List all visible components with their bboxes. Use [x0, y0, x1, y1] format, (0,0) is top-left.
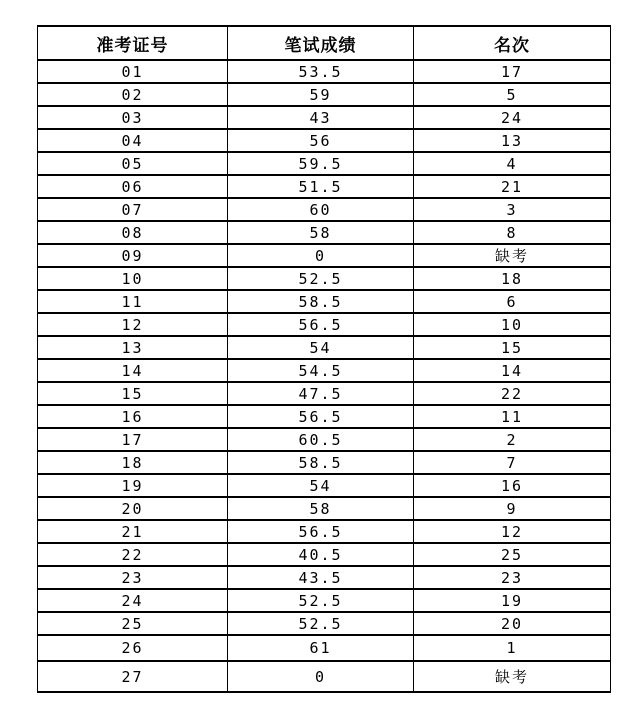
ticket-number-cell: 18 [38, 451, 228, 474]
written-score-cell: 58 [228, 221, 414, 244]
table-body [38, 60, 611, 692]
written-score-cell: 54 [228, 474, 414, 497]
ticket-number-cell: 27 [38, 661, 228, 692]
header-row [38, 26, 611, 60]
written-score-cell: 43.5 [228, 566, 414, 589]
column-header-rank: 名次 [414, 26, 611, 60]
table-row [38, 152, 611, 175]
ticket-number-cell: 02 [38, 83, 228, 106]
table-row [38, 428, 611, 451]
table-row [38, 405, 611, 428]
written-score-cell: 54.5 [228, 359, 414, 382]
written-score-cell: 56.5 [228, 313, 414, 336]
written-score-cell: 58.5 [228, 290, 414, 313]
written-score-cell: 52.5 [228, 589, 414, 612]
rank-cell: 缺考 [414, 661, 611, 692]
ticket-number-cell: 09 [38, 244, 228, 267]
table-row [38, 635, 611, 661]
ticket-number-cell: 21 [38, 520, 228, 543]
ticket-number-cell: 26 [38, 635, 228, 661]
table-row [38, 290, 611, 313]
rank-cell: 12 [414, 520, 611, 543]
written-score-cell: 60.5 [228, 428, 414, 451]
rank-cell: 缺考 [414, 244, 611, 267]
rank-cell: 1 [414, 635, 611, 661]
table-row [38, 543, 611, 566]
written-score-cell: 59 [228, 83, 414, 106]
ticket-number-cell: 19 [38, 474, 228, 497]
table-row [38, 359, 611, 382]
written-score-cell: 43 [228, 106, 414, 129]
rank-cell: 11 [414, 405, 611, 428]
rank-cell: 20 [414, 612, 611, 635]
rank-cell: 6 [414, 290, 611, 313]
table-row [38, 175, 611, 198]
rank-cell: 21 [414, 175, 611, 198]
table-row [38, 520, 611, 543]
ticket-number-cell: 14 [38, 359, 228, 382]
table-row [38, 336, 611, 359]
written-score-cell: 60 [228, 198, 414, 221]
rank-cell: 24 [414, 106, 611, 129]
ticket-number-cell: 10 [38, 267, 228, 290]
rank-cell: 13 [414, 129, 611, 152]
ticket-number-cell: 20 [38, 497, 228, 520]
ticket-number-cell: 06 [38, 175, 228, 198]
rank-cell: 17 [414, 60, 611, 83]
ticket-number-cell: 15 [38, 382, 228, 405]
rank-cell: 19 [414, 589, 611, 612]
rank-cell: 2 [414, 428, 611, 451]
exam-score-table [37, 25, 611, 693]
written-score-cell: 58.5 [228, 451, 414, 474]
column-header-ticket-number: 准考证号 [38, 26, 228, 60]
table-row [38, 589, 611, 612]
written-score-cell: 0 [228, 244, 414, 267]
written-score-cell: 52.5 [228, 267, 414, 290]
written-score-cell: 56 [228, 129, 414, 152]
rank-cell: 10 [414, 313, 611, 336]
table-row [38, 382, 611, 405]
rank-cell: 8 [414, 221, 611, 244]
ticket-number-cell: 23 [38, 566, 228, 589]
column-header-written-score: 笔试成绩 [228, 26, 414, 60]
written-score-cell: 56.5 [228, 405, 414, 428]
written-score-cell: 0 [228, 661, 414, 692]
rank-cell: 25 [414, 543, 611, 566]
ticket-number-cell: 12 [38, 313, 228, 336]
rank-cell: 16 [414, 474, 611, 497]
rank-cell: 7 [414, 451, 611, 474]
written-score-cell: 58 [228, 497, 414, 520]
rank-cell: 23 [414, 566, 611, 589]
rank-cell: 4 [414, 152, 611, 175]
rank-cell: 18 [414, 267, 611, 290]
written-score-cell: 40.5 [228, 543, 414, 566]
table-row [38, 129, 611, 152]
table-row [38, 267, 611, 290]
written-score-cell: 56.5 [228, 520, 414, 543]
table-row [38, 313, 611, 336]
rank-cell: 22 [414, 382, 611, 405]
written-score-cell: 52.5 [228, 612, 414, 635]
rank-cell: 15 [414, 336, 611, 359]
rank-cell: 5 [414, 83, 611, 106]
table-row [38, 474, 611, 497]
written-score-cell: 47.5 [228, 382, 414, 405]
written-score-cell: 53.5 [228, 60, 414, 83]
rank-cell: 3 [414, 198, 611, 221]
written-score-cell: 54 [228, 336, 414, 359]
ticket-number-cell: 08 [38, 221, 228, 244]
table-row [38, 60, 611, 83]
ticket-number-cell: 16 [38, 405, 228, 428]
table-row [38, 106, 611, 129]
table-row [38, 497, 611, 520]
ticket-number-cell: 05 [38, 152, 228, 175]
ticket-number-cell: 22 [38, 543, 228, 566]
rank-cell: 9 [414, 497, 611, 520]
ticket-number-cell: 11 [38, 290, 228, 313]
written-score-cell: 59.5 [228, 152, 414, 175]
table-row [38, 244, 611, 267]
table-row [38, 451, 611, 474]
ticket-number-cell: 03 [38, 106, 228, 129]
table-row [38, 661, 611, 692]
rank-cell: 14 [414, 359, 611, 382]
table-row [38, 221, 611, 244]
ticket-number-cell: 25 [38, 612, 228, 635]
table-row [38, 612, 611, 635]
ticket-number-cell: 13 [38, 336, 228, 359]
ticket-number-cell: 24 [38, 589, 228, 612]
ticket-number-cell: 07 [38, 198, 228, 221]
ticket-number-cell: 01 [38, 60, 228, 83]
written-score-cell: 61 [228, 635, 414, 661]
table-row [38, 198, 611, 221]
ticket-number-cell: 17 [38, 428, 228, 451]
table-row [38, 83, 611, 106]
table-row [38, 566, 611, 589]
ticket-number-cell: 04 [38, 129, 228, 152]
written-score-cell: 51.5 [228, 175, 414, 198]
